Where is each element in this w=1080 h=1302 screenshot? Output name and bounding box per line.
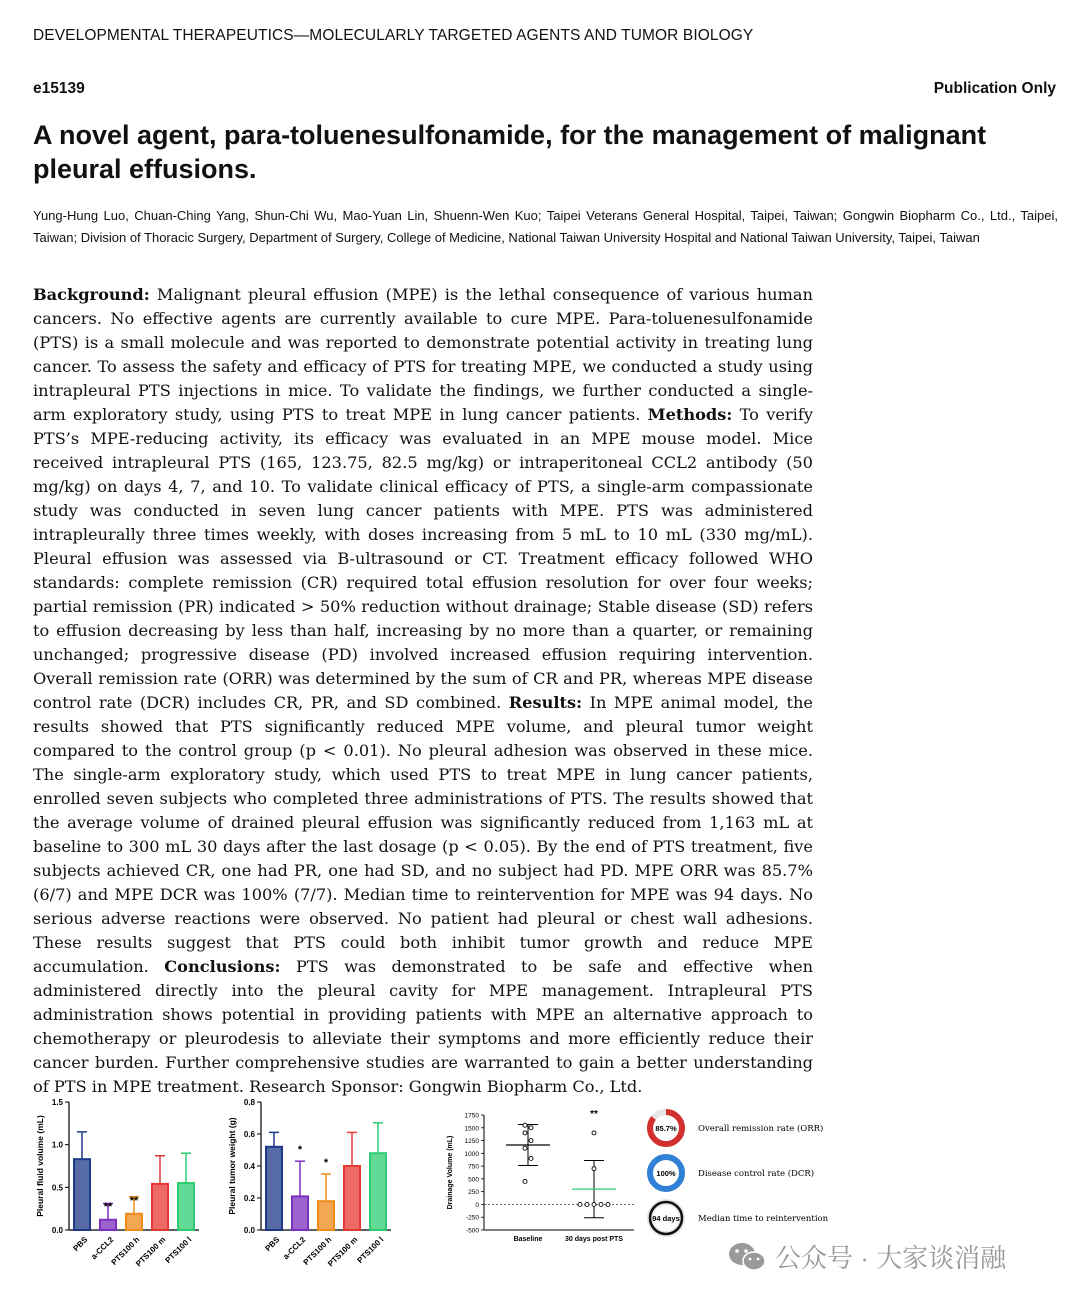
data-point bbox=[592, 1167, 596, 1171]
methods-label: Methods: bbox=[647, 405, 733, 424]
y-tick-label: -250 bbox=[465, 1214, 479, 1222]
paper-title: A novel agent, para-toluenesulfonamide, for the management of malignant pleural effusions. bbox=[33, 120, 987, 184]
data-point bbox=[592, 1202, 596, 1206]
donut-value-label: 100% bbox=[656, 1169, 676, 1178]
x-tick-label: a-CCL2 bbox=[281, 1235, 308, 1262]
donut-description: Overall remission rate (ORR) bbox=[698, 1124, 824, 1134]
methods-text: To verify PTS’s MPE-reducing activity, its efficacy was evaluated in an MPE mouse model. Mice received intrapleural PTS (165, 123.75, 82.5 mg/kg) or intraperitoneal CCL2 antibody (50 mg/kg) on days 4, 7, and 10. To validate clinical efficacy of PTS, a single-arm compassionate study was conducted in seven lung cancer patients with MPE. PTS was administered intrapleurally three times weekly, with doses increasing from 5 mL to 10 mL (330 mg/mL). Pleural effusion was assessed via B-ultrasound or CT. Treatment efficacy followed WHO standards: complete remission (CR) required total effusion resolution for over four weeks; partial remission (PR) indicated > 50% reduction without drainage; Stable disease (SD) refers to effusion decreasing by less than half, increasing by no more than a quarter, or remaining unchanged; progressive disease (PD) involved increased effusion requiring intervention. Overall remission rate (ORR) was determined by the sum of CR and PR, whereas MPE disease control rate (DCR) includes CR, PR, and SD combined. bbox=[33, 405, 813, 712]
publication-type: Publication Only bbox=[933, 80, 1056, 97]
y-tick-label: 1500 bbox=[464, 1125, 479, 1133]
x-tick-label: PTS100 l bbox=[355, 1235, 386, 1266]
data-point bbox=[529, 1126, 533, 1130]
data-point bbox=[529, 1139, 533, 1143]
data-point bbox=[585, 1202, 589, 1206]
watermark-text: 公众号 · 大家谈消融 bbox=[775, 1243, 1007, 1273]
results-label: Results: bbox=[508, 693, 583, 712]
donut-value-label: 94 days bbox=[652, 1214, 680, 1223]
y-tick-label: 1.0 bbox=[51, 1140, 63, 1150]
significance-marker: * bbox=[323, 1157, 329, 1169]
y-tick-label: 0 bbox=[475, 1201, 479, 1209]
y-tick-label: -500 bbox=[465, 1227, 479, 1235]
significance-marker: * bbox=[297, 1144, 303, 1157]
y-tick-label: 1250 bbox=[464, 1138, 479, 1146]
significance-marker: ** bbox=[590, 1109, 598, 1120]
background-text: Malignant pleural effusion (MPE) is the lethal consequence of various human cancers. No effective agents are currently available to cure MPE. Para-toluenesulfonamide (PTS) is a small molecule and was reported to demonstrate potential activity in treating lung cancer. To assess the safety and efficacy of PTS for treating MPE, we conducted a study using intrapleural PTS injections in mice. To validate the findings, we further conducted a single-arm exploratory study, using PTS to treat MPE in lung cancer patients. bbox=[33, 285, 813, 424]
drainage-volume-chart bbox=[440, 1090, 640, 1250]
significance-marker: ** bbox=[103, 1200, 113, 1213]
x-tick-label: Baseline bbox=[513, 1236, 543, 1243]
bar bbox=[344, 1166, 360, 1230]
abstract-body bbox=[33, 283, 813, 1099]
data-point bbox=[529, 1156, 533, 1160]
x-tick-label: PTS100 h bbox=[109, 1235, 142, 1267]
y-tick-label: 1.5 bbox=[51, 1098, 63, 1107]
y-axis-label: Pleural tumor weight (g) bbox=[227, 1117, 237, 1215]
y-tick-label: 0.4 bbox=[243, 1162, 255, 1171]
bar bbox=[292, 1196, 308, 1230]
data-point bbox=[523, 1123, 527, 1127]
x-tick-label: PBS bbox=[71, 1235, 90, 1254]
x-tick-label: 30 days post PTS bbox=[565, 1236, 623, 1243]
conclusions-text: PTS was demonstrated to be safe and effective when administered directly into the pleural cavity for MPE management. Intrapleural PTS administration shows potential in providing patients with MPE an alternative approach to chemotherapy or pleurodesis to alleviate their symptoms and more efficiently reduce their cancer burden. Further comprehensive studies are warranted to gain a better understanding of PTS in MPE treatment. Research Sponsor: Gongwin Biopharm Co., Ltd. bbox=[33, 957, 813, 1096]
y-tick-label: 0.0 bbox=[51, 1226, 63, 1235]
wechat-icon bbox=[727, 1241, 767, 1273]
y-axis-label: Pleural fluid volume (mL) bbox=[35, 1115, 45, 1217]
y-tick-label: 0.6 bbox=[243, 1130, 255, 1139]
bar bbox=[100, 1220, 116, 1230]
x-tick-label: PTS100 m bbox=[326, 1235, 360, 1269]
y-tick-label: 0.8 bbox=[243, 1098, 255, 1107]
bar bbox=[126, 1214, 142, 1230]
bar bbox=[74, 1159, 90, 1230]
y-tick-label: 1750 bbox=[464, 1112, 479, 1120]
donut-value-label: 85.7% bbox=[655, 1124, 677, 1133]
y-axis-label: Drainage Volume (mL) bbox=[447, 1135, 454, 1210]
y-tick-label: 0.5 bbox=[51, 1183, 63, 1193]
bar bbox=[370, 1153, 386, 1230]
efficacy-summary-donuts bbox=[640, 1090, 830, 1250]
x-tick-label: PTS100 h bbox=[301, 1235, 334, 1267]
data-point bbox=[606, 1202, 610, 1206]
data-point bbox=[523, 1179, 527, 1183]
bar bbox=[152, 1184, 168, 1230]
data-point bbox=[578, 1202, 582, 1206]
data-point bbox=[592, 1131, 596, 1135]
author-list: Yung-Hung Luo, Chuan-Ching Yang, Shun-Chi Wu, Mao-Yuan Lin, Shuenn-Wen Kuo; Taipei Veterans General Hospital, Taipei, Taiwan; Gongwin Biopharm Co., Ltd., Taipei, Taiwan; Division of Thoracic Surgery, Department of Surgery, College of Medicine, National Taiwan University Hospital and National Taiwan University, Taipei, Taiwan bbox=[33, 208, 1058, 245]
watermark bbox=[727, 1238, 1006, 1275]
y-tick-label: 750 bbox=[468, 1163, 479, 1171]
bar bbox=[318, 1201, 334, 1230]
x-tick-label: PBS bbox=[263, 1235, 282, 1254]
bar bbox=[178, 1183, 194, 1230]
y-tick-label: 1000 bbox=[464, 1150, 479, 1158]
x-tick-label: a-CCL2 bbox=[89, 1235, 116, 1262]
y-tick-label: 250 bbox=[468, 1189, 479, 1197]
x-tick-label: PTS100 m bbox=[134, 1235, 168, 1269]
data-point bbox=[599, 1202, 603, 1206]
donut-description: Disease control rate (DCR) bbox=[698, 1169, 815, 1179]
y-tick-label: 0.2 bbox=[243, 1194, 255, 1203]
y-tick-label: 500 bbox=[468, 1176, 479, 1184]
y-tick-label: 0.0 bbox=[243, 1226, 255, 1235]
pleural-fluid-volume-chart bbox=[33, 1090, 213, 1275]
donut-description: Median time to reintervention bbox=[698, 1214, 829, 1224]
results-text: In MPE animal model, the results showed that PTS significantly reduced MPE volume, and pleural tumor weight compared to the control group (p < 0.01). No pleural adhesion was observed in these mice. The single-arm exploratory study, which used PTS to treat MPE in lung cancer patients, enrolled seven subjects who completed three administrations of PTS. The results showed that the average volume of drained pleural effusion was significantly reduced from 1,163 mL at baseline to 300 mL 30 days after the last dosage (p < 0.05). By the end of PTS treatment, five subjects achieved CR, one had PR, one had SD, and no subject had PD. MPE ORR was 85.7% (6/7) and MPE DCR was 100% (7/7). Median time to reintervention for MPE was 94 days. No serious adverse reactions were observed. No patient had pleural or chest wall adhesions. These results suggest that PTS could both inhibit tumor growth and reduce MPE accumulation. bbox=[33, 693, 813, 976]
section-header: DEVELOPMENTAL THERAPEUTICS—MOLECULARLY TARGETED AGENTS AND TUMOR BIOLOGY bbox=[33, 27, 754, 44]
bar bbox=[266, 1147, 282, 1230]
significance-marker: ** bbox=[129, 1194, 139, 1207]
background-label: Background: bbox=[33, 285, 150, 304]
pleural-tumor-weight-chart bbox=[225, 1090, 405, 1275]
conclusions-label: Conclusions: bbox=[164, 957, 281, 976]
data-point bbox=[523, 1146, 527, 1150]
data-point bbox=[523, 1131, 527, 1135]
abstract-id: e15139 bbox=[33, 80, 85, 97]
x-tick-label: PTS100 l bbox=[163, 1235, 194, 1266]
